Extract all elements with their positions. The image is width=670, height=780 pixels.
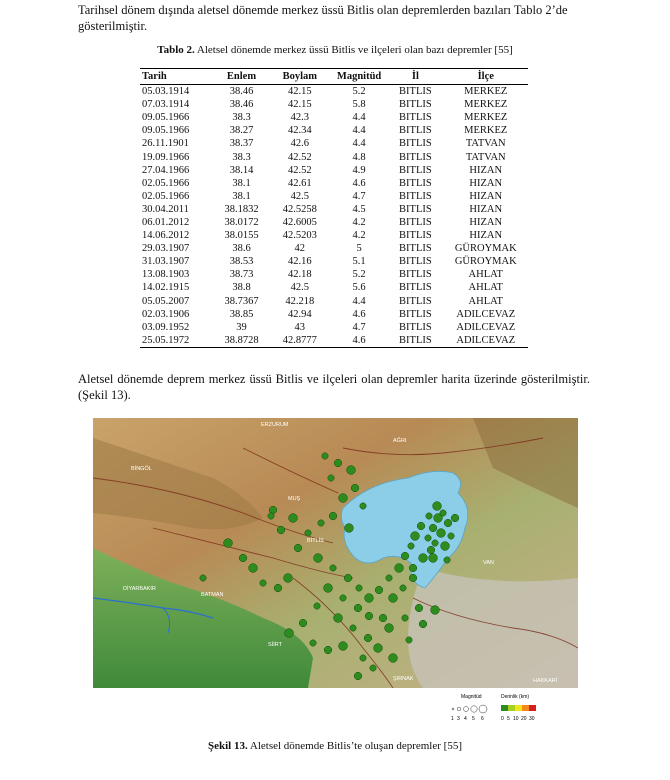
table-row — [140, 281, 528, 294]
cell-district: HIZAN — [469, 203, 503, 215]
legend-mag-4: 4 — [464, 716, 467, 722]
table-header-row — [140, 69, 528, 85]
quake-marker — [334, 614, 343, 623]
quake-marker — [354, 604, 362, 612]
intro-paragraph: Tarihsel dönem dışında aletsel dönemde merkez üssü Bitlis olan depremlerden bazıları Tablo 2’de gösterilmiştir. — [78, 3, 568, 33]
cell-magnitude: 4.4 — [352, 138, 366, 150]
quake-marker — [419, 620, 427, 628]
cell-province: BITLIS — [399, 295, 432, 307]
quake-marker — [440, 510, 446, 516]
quake-marker — [441, 542, 450, 551]
cell-longitude: 42.5258 — [282, 203, 317, 215]
cell-longitude: 42.218 — [285, 295, 315, 307]
table-row — [140, 177, 528, 190]
table-row — [140, 85, 528, 99]
table-row — [140, 321, 528, 334]
table-caption-text: Aletsel dönemde merkez üssü Bitlis ve ilçeleri olan bazı depremler [55] — [194, 44, 513, 56]
quake-marker — [328, 475, 334, 481]
cell-province: BITLIS — [399, 230, 432, 242]
cell-latitude: 38.6 — [232, 243, 251, 255]
quake-marker — [274, 584, 282, 592]
table-caption-label: Tablo 2. — [157, 44, 195, 56]
table-row — [140, 150, 528, 163]
cell-magnitude: 4.5 — [352, 203, 366, 215]
cell-magnitude: 5.6 — [352, 282, 366, 294]
cell-province: BITLIS — [399, 177, 432, 189]
quake-marker — [344, 574, 352, 582]
cell-magnitude: 4.6 — [331, 334, 387, 348]
quake-marker — [364, 634, 372, 642]
cell-latitude: 38.0155 — [224, 230, 259, 242]
quake-marker — [200, 575, 206, 581]
quake-marker — [419, 554, 428, 563]
quake-marker — [284, 574, 293, 583]
cell-date: 07.03.1914 — [142, 99, 190, 111]
cell-magnitude: 4.2 — [352, 230, 366, 242]
header-latitude: Enlem — [214, 69, 268, 85]
cell-longitude: 42.6 — [290, 138, 309, 150]
cell-latitude: 38.1 — [232, 177, 251, 189]
cell-district: ADILCEVAZ — [456, 321, 516, 333]
legend-depth-5: 5 — [507, 716, 510, 722]
cell-longitude: 42.3 — [290, 112, 309, 124]
cell-magnitude: 4.7 — [352, 321, 366, 333]
quake-marker — [448, 533, 454, 539]
quake-marker — [322, 453, 328, 459]
quake-marker — [433, 502, 442, 511]
quake-marker — [354, 672, 362, 680]
cell-province: BITLIS — [399, 164, 432, 176]
quake-marker — [324, 646, 332, 654]
legend-depth-title: Derinlik (km) — [501, 694, 530, 700]
map-mountains-se — [408, 568, 578, 688]
table-body — [140, 85, 528, 348]
place-label-van: VAN — [483, 560, 494, 566]
legend-depth-swatch — [501, 705, 508, 711]
cell-latitude: 38.1 — [232, 190, 251, 202]
cell-date: 09.05.1966 — [142, 125, 190, 137]
place-label-mus: MUŞ — [288, 496, 301, 502]
earthquake-map-figure — [93, 418, 578, 730]
quake-marker — [411, 532, 420, 541]
cell-latitude: 38.14 — [229, 164, 254, 176]
cell-longitude: 42.16 — [287, 256, 312, 268]
cell-date: 03.09.1952 — [142, 321, 190, 333]
table-row — [140, 124, 528, 137]
cell-date: 02.05.1966 — [142, 190, 190, 202]
cell-province: BITLIS — [399, 99, 432, 111]
quake-marker — [409, 564, 417, 572]
place-label-erzurum: ERZURUM — [261, 422, 289, 428]
cell-magnitude: 5 — [356, 243, 362, 255]
quake-marker — [305, 530, 311, 536]
cell-latitude: 38.73 — [229, 269, 254, 281]
table-row — [140, 164, 528, 177]
quake-marker — [431, 606, 440, 615]
cell-magnitude: 4.6 — [352, 308, 366, 320]
cell-date: 14.06.2012 — [142, 230, 190, 242]
quake-marker — [285, 629, 294, 638]
cell-latitude: 38.8 — [232, 282, 251, 294]
table-row — [140, 137, 528, 150]
table-caption — [0, 44, 670, 56]
cell-magnitude: 4.6 — [352, 177, 366, 189]
table-row — [140, 111, 528, 124]
map-legend — [451, 694, 536, 722]
cell-district: AHLAT — [468, 269, 503, 281]
cell-latitude: 38.8728 — [214, 334, 268, 348]
quake-marker — [347, 466, 356, 475]
quake-marker — [389, 654, 398, 663]
header-district: İlçe — [444, 69, 528, 85]
cell-district: HIZAN — [469, 190, 503, 202]
earthquake-table — [140, 68, 528, 348]
cell-province: BITLIS — [399, 112, 432, 124]
place-label-hakkari: HAKKARİ — [533, 678, 558, 684]
quake-marker — [360, 655, 366, 661]
cell-district: AHLAT — [468, 295, 503, 307]
quake-marker — [345, 524, 354, 533]
table-row — [140, 190, 528, 203]
quake-marker — [444, 557, 450, 563]
cell-longitude: 42 — [294, 243, 306, 255]
cell-date: 05.03.1914 — [142, 86, 190, 98]
cell-magnitude: 4.8 — [352, 151, 366, 163]
cell-longitude: 42.15 — [287, 86, 312, 98]
quake-marker — [329, 512, 337, 520]
cell-district: MERKEZ — [464, 112, 508, 124]
legend-mag-1: 1 — [451, 716, 454, 722]
legend-magnitude-circle — [464, 707, 469, 712]
quake-marker — [365, 594, 374, 603]
cell-latitude: 38.0172 — [224, 216, 259, 228]
cell-latitude: 38.3 — [232, 151, 251, 163]
legend-mag-3: 3 — [457, 716, 460, 722]
quake-marker — [340, 595, 346, 601]
cell-latitude: 39 — [236, 321, 247, 333]
table-row — [140, 229, 528, 242]
cell-date: 05.05.2007 — [142, 295, 190, 307]
cell-latitude: 38.85 — [229, 308, 254, 320]
quake-marker — [334, 459, 342, 467]
cell-province: BITLIS — [399, 151, 432, 163]
figure-caption — [0, 740, 670, 752]
cell-province: BITLIS — [399, 282, 432, 294]
table-row — [140, 295, 528, 308]
cell-district: GÜROYMAK — [454, 243, 517, 255]
cell-date: 13.08.1903 — [142, 269, 190, 281]
cell-province: BITLIS — [399, 269, 432, 281]
table-row — [140, 334, 528, 348]
figure-caption-text: Aletsel dönemde Bitlis’te oluşan depremler [55] — [247, 740, 462, 752]
cell-province: BITLIS — [399, 256, 432, 268]
quake-marker — [395, 564, 404, 573]
quake-marker — [314, 603, 320, 609]
place-label-diyarbakir: DİYARBAKIR — [123, 586, 156, 592]
quake-marker — [402, 615, 408, 621]
table-row — [140, 308, 528, 321]
legend-depth-swatch — [529, 705, 536, 711]
table-row — [140, 203, 528, 216]
quake-marker — [401, 552, 409, 560]
cell-magnitude: 5.8 — [352, 99, 366, 111]
table-row — [140, 216, 528, 229]
cell-magnitude: 5.1 — [352, 256, 366, 268]
cell-longitude: 42.52 — [287, 164, 312, 176]
legend-depth-0: 0 — [501, 716, 504, 722]
cell-longitude: 42.5 — [290, 190, 309, 202]
cell-date: 09.05.1966 — [142, 112, 190, 124]
table-row — [140, 268, 528, 281]
cell-latitude: 38.7367 — [224, 295, 259, 307]
cell-district: MERKEZ — [464, 86, 508, 98]
quake-marker — [425, 535, 431, 541]
figure-caption-label: Şekil 13. — [208, 740, 248, 752]
map-intro-paragraph: Aletsel dönemde deprem merkez üssü Bitlis ve ilçeleri olan depremler harita üzerinde gösterilmiştir.(Şekil 13). — [78, 372, 590, 402]
quake-marker — [339, 494, 348, 503]
cell-district: MERKEZ — [464, 99, 508, 111]
quake-marker — [224, 539, 233, 548]
quake-marker — [408, 543, 414, 549]
cell-longitude: 42.6005 — [282, 216, 317, 228]
table-row — [140, 98, 528, 111]
quake-marker — [426, 513, 432, 519]
cell-longitude: 42.5 — [290, 282, 309, 294]
quake-marker — [417, 522, 425, 530]
table-row — [140, 255, 528, 268]
quake-marker — [365, 612, 373, 620]
legend-depth-swatch — [508, 705, 515, 711]
cell-longitude: 42.61 — [287, 177, 312, 189]
quake-marker — [437, 529, 446, 538]
quake-marker — [385, 624, 394, 633]
place-label-bitlis: BİTLİS — [307, 538, 324, 544]
cell-longitude: 42.34 — [287, 125, 312, 137]
legend-magnitude-circle — [471, 706, 477, 712]
quake-marker — [415, 604, 423, 612]
legend-magnitude-circle — [457, 707, 461, 711]
legend-depth-10: 10 — [513, 716, 519, 722]
cell-date: 14.02.1915 — [142, 282, 190, 294]
cell-district: ADILCEVAZ — [444, 334, 528, 348]
quake-marker — [249, 564, 258, 573]
cell-latitude: 38.46 — [229, 86, 254, 98]
cell-latitude: 38.46 — [229, 99, 254, 111]
cell-district: HIZAN — [469, 230, 503, 242]
legend-mag-6: 6 — [481, 716, 484, 722]
quake-marker — [429, 524, 437, 532]
quake-marker — [268, 513, 274, 519]
legend-depth-swatch — [522, 705, 529, 711]
quake-marker — [409, 574, 417, 582]
header-date: Tarih — [140, 69, 214, 85]
cell-province: BITLIS — [387, 334, 443, 348]
cell-district: TATVAN — [465, 151, 506, 163]
place-label-batman: BATMAN — [201, 592, 224, 598]
cell-date: 19.09.1966 — [142, 151, 190, 163]
cell-longitude: 43 — [294, 321, 306, 333]
quake-marker — [289, 514, 298, 523]
cell-latitude: 38.1832 — [224, 203, 259, 215]
place-label-agri: AĞRI — [393, 438, 407, 444]
cell-latitude: 38.27 — [229, 125, 254, 137]
cell-magnitude: 4.4 — [352, 112, 366, 124]
cell-date: 25.05.1972 — [140, 334, 214, 348]
quake-marker — [314, 554, 323, 563]
quake-marker — [400, 585, 406, 591]
cell-district: TATVAN — [465, 138, 506, 150]
quake-marker — [451, 514, 459, 522]
quake-marker — [318, 520, 324, 526]
cell-latitude: 38.37 — [229, 138, 254, 150]
place-label-sirnak: ŞIRNAK — [393, 676, 414, 682]
cell-longitude: 42.15 — [287, 99, 312, 111]
quake-marker — [427, 546, 435, 554]
cell-district: HIZAN — [469, 164, 503, 176]
cell-date: 29.03.1907 — [142, 243, 190, 255]
quake-marker — [360, 503, 366, 509]
header-province: İl — [387, 69, 443, 85]
cell-province: BITLIS — [399, 308, 432, 320]
quake-marker — [386, 575, 392, 581]
legend-depth-swatch — [515, 705, 522, 711]
legend-depth-30: 30 — [529, 716, 535, 722]
cell-district: HIZAN — [469, 216, 503, 228]
cell-magnitude: 5.2 — [352, 269, 366, 281]
cell-province: BITLIS — [399, 216, 432, 228]
cell-longitude: 42.8777 — [269, 334, 331, 348]
cell-district: AHLAT — [468, 282, 503, 294]
cell-province: BITLIS — [399, 243, 432, 255]
quake-marker — [339, 642, 348, 651]
quake-marker — [444, 519, 452, 527]
cell-longitude: 42.18 — [287, 269, 312, 281]
cell-magnitude: 4.4 — [352, 295, 366, 307]
cell-magnitude: 4.7 — [352, 190, 366, 202]
cell-district: MERKEZ — [464, 125, 508, 137]
quake-marker — [277, 526, 285, 534]
quake-marker — [324, 584, 333, 593]
cell-district: GÜROYMAK — [454, 256, 517, 268]
quake-marker — [330, 565, 336, 571]
quake-marker — [374, 644, 383, 653]
cell-date: 30.04.2011 — [142, 203, 189, 215]
quake-marker — [432, 540, 438, 546]
cell-province: BITLIS — [399, 138, 432, 150]
legend-magnitude-circle — [479, 705, 487, 713]
quake-marker — [370, 665, 376, 671]
cell-date: 31.03.1907 — [142, 256, 190, 268]
cell-date: 06.01.2012 — [142, 216, 190, 228]
legend-magnitude-title: Magnitüd — [461, 694, 482, 700]
legend-magnitude-circle — [452, 708, 454, 710]
earthquake-map — [93, 418, 578, 730]
quake-marker — [356, 585, 362, 591]
quake-marker — [375, 586, 383, 594]
cell-date: 27.04.1966 — [142, 164, 190, 176]
legend-mag-5: 5 — [472, 716, 475, 722]
cell-province: BITLIS — [399, 125, 432, 137]
place-label-bingol: BİNGÖL — [131, 466, 152, 472]
quake-marker — [239, 554, 247, 562]
cell-district: ADILCEVAZ — [456, 308, 516, 320]
cell-date: 02.03.1906 — [142, 308, 190, 320]
header-longitude: Boylam — [269, 69, 331, 85]
cell-magnitude: 4.4 — [352, 125, 366, 137]
quake-marker — [351, 484, 359, 492]
legend-depth-20: 20 — [521, 716, 527, 722]
quake-marker — [310, 640, 316, 646]
table-row — [140, 242, 528, 255]
cell-date: 02.05.1966 — [142, 177, 190, 189]
cell-province: BITLIS — [399, 190, 432, 202]
quake-marker — [350, 625, 356, 631]
cell-province: BITLIS — [399, 203, 432, 215]
cell-magnitude: 5.2 — [352, 86, 366, 98]
cell-date: 26.11.1901 — [142, 138, 189, 150]
quake-marker — [294, 544, 302, 552]
cell-latitude: 38.3 — [232, 112, 251, 124]
cell-latitude: 38.53 — [229, 256, 254, 268]
cell-province: BITLIS — [399, 321, 432, 333]
quake-marker — [389, 594, 398, 603]
cell-magnitude: 4.2 — [352, 216, 366, 228]
quake-marker — [379, 614, 387, 622]
header-magnitude: Magnitüd — [331, 69, 387, 85]
quake-marker — [260, 580, 266, 586]
cell-province: BITLIS — [399, 86, 432, 98]
quake-marker — [299, 619, 307, 627]
cell-district: HIZAN — [469, 177, 503, 189]
place-label-siirt: SİİRT — [268, 642, 282, 648]
cell-magnitude: 4.9 — [352, 164, 366, 176]
quake-marker — [429, 554, 438, 563]
cell-longitude: 42.5203 — [282, 230, 317, 242]
cell-longitude: 42.94 — [287, 308, 312, 320]
quake-marker — [406, 637, 412, 643]
cell-longitude: 42.52 — [287, 151, 312, 163]
